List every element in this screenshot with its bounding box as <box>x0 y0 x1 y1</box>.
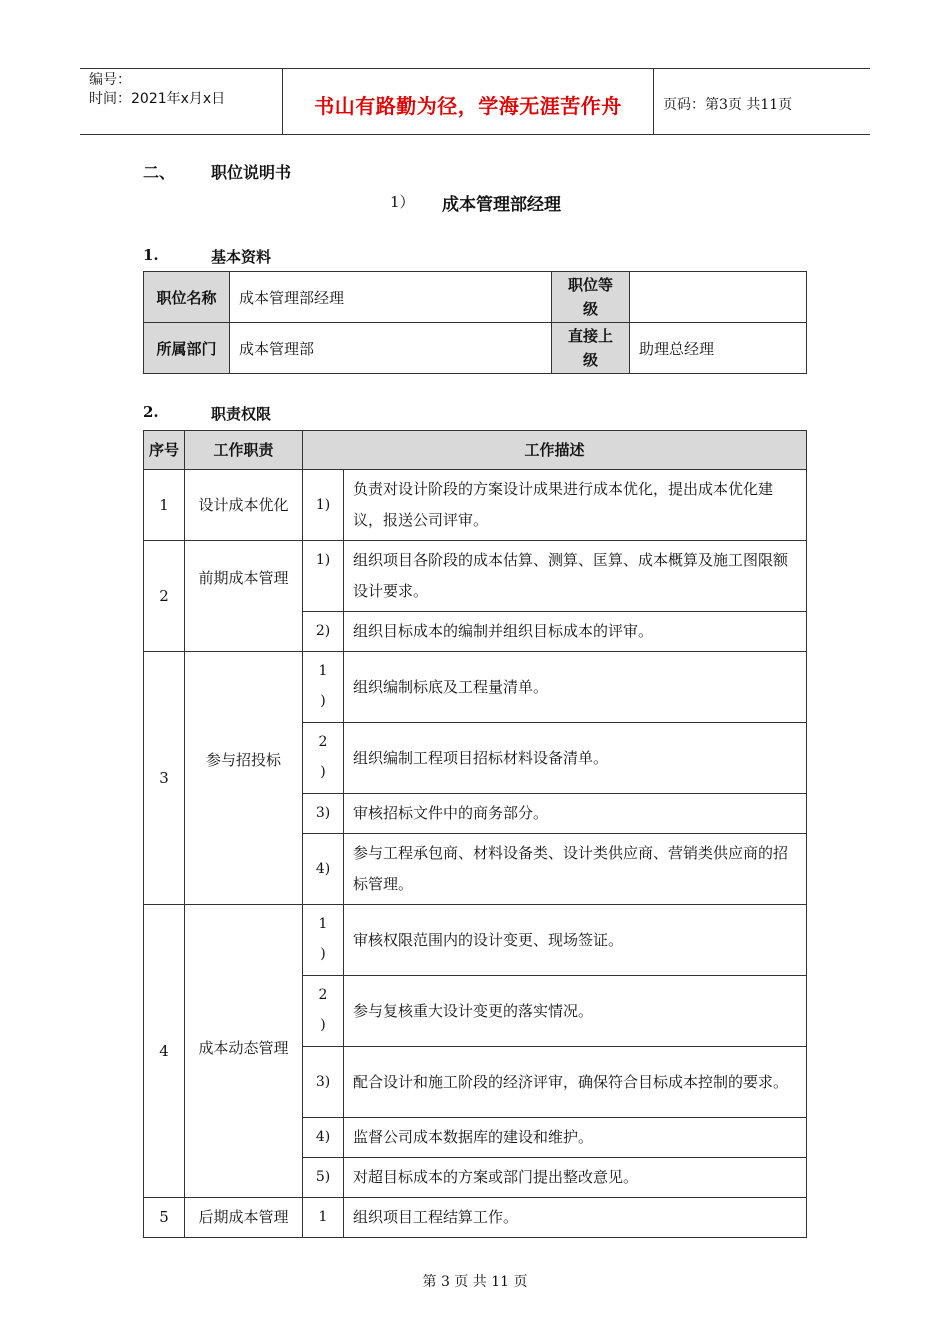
header-meta <box>80 69 282 134</box>
item-index: 3) <box>303 1047 344 1118</box>
page-header <box>80 68 870 135</box>
grade-label-line-1: 职位等 <box>567 276 613 294</box>
basic-info-table <box>143 271 807 374</box>
part2-title: 职责权限 <box>211 405 272 423</box>
superior-value: 助理总经理 <box>630 323 807 374</box>
table-row <box>144 470 807 541</box>
item-index <box>303 723 344 794</box>
item-desc: 审核招标文件中的商务部分。 <box>344 794 807 834</box>
subsection-number: 1） <box>390 193 415 211</box>
item-desc: 审核权限范围内的设计变更、现场签证。 <box>344 905 807 976</box>
subsection-title: 成本管理部经理 <box>442 195 561 215</box>
table-row <box>144 652 807 723</box>
item-desc: 监督公司成本数据库的建设和维护。 <box>344 1118 807 1158</box>
row-no: 3 <box>144 652 185 905</box>
row-duty: 后期成本管理 <box>185 1198 303 1238</box>
item-index-paren: ) <box>320 1017 326 1033</box>
header-desc: 工作描述 <box>303 431 807 470</box>
header-motto: 书山有路勤为径，学海无涯苦作舟 <box>282 69 654 134</box>
item-index-digit: 2 <box>318 734 328 750</box>
superior-label-line-2: 级 <box>582 351 598 369</box>
table-row <box>144 1198 807 1238</box>
superior-label-line-1: 直接上 <box>567 327 613 345</box>
part1-title: 基本资料 <box>211 248 272 266</box>
grade-label-line-2: 级 <box>582 300 598 318</box>
superior-label <box>552 323 630 374</box>
item-index: 1 <box>303 1198 344 1238</box>
header-time: 时间：2021年x月x日 <box>89 91 226 107</box>
row-no: 4 <box>144 905 185 1198</box>
item-desc: 组织目标成本的编制并组织目标成本的评审。 <box>344 612 807 652</box>
item-index: 1) <box>303 470 344 541</box>
part1-number: 1. <box>143 246 159 264</box>
item-index: 4) <box>303 834 344 905</box>
row-no: 2 <box>144 541 185 652</box>
item-index <box>303 976 344 1047</box>
item-index-digit: 2 <box>318 987 328 1003</box>
item-desc: 对超目标成本的方案或部门提出整改意见。 <box>344 1158 807 1198</box>
row-duty: 成本动态管理 <box>185 905 303 1198</box>
item-desc: 配合设计和施工阶段的经济评审，确保符合目标成本控制的要求。 <box>344 1047 807 1118</box>
table-row <box>144 905 807 976</box>
item-index: 1) <box>303 541 344 612</box>
item-index-digit: 1 <box>318 916 328 932</box>
section-number: 二、 <box>143 163 176 182</box>
item-index-paren: ) <box>320 764 326 780</box>
header-no: 序号 <box>144 431 185 470</box>
table-row <box>144 541 807 612</box>
item-index: 2) <box>303 612 344 652</box>
row-no: 5 <box>144 1198 185 1238</box>
department-value: 成本管理部 <box>230 323 552 374</box>
page-footer: 第 3 页 共 11 页 <box>422 1274 528 1290</box>
item-index-digit: 1 <box>318 663 328 679</box>
item-index-paren: ) <box>320 693 326 709</box>
item-index: 3) <box>303 794 344 834</box>
item-index <box>303 905 344 976</box>
position-grade-label <box>552 272 630 323</box>
position-name-label: 职位名称 <box>144 272 230 323</box>
duty-table <box>143 430 807 1238</box>
item-index-paren: ) <box>320 946 326 962</box>
item-index <box>303 652 344 723</box>
position-name-value: 成本管理部经理 <box>230 272 552 323</box>
item-desc: 参与复核重大设计变更的落实情况。 <box>344 976 807 1047</box>
row-duty: 参与招投标 <box>185 652 303 905</box>
item-desc: 组织编制标底及工程量清单。 <box>344 652 807 723</box>
item-desc: 组织项目各阶段的成本估算、测算、匡算、成本概算及施工图限额设计要求。 <box>344 541 807 612</box>
department-label: 所属部门 <box>144 323 230 374</box>
header-duty: 工作职责 <box>185 431 303 470</box>
header-number: 编号： <box>89 72 131 88</box>
row-duty: 前期成本管理 <box>185 541 303 652</box>
item-index: 5) <box>303 1158 344 1198</box>
header-page-info: 页码：第3页 共11页 <box>663 96 793 113</box>
row-no: 1 <box>144 470 185 541</box>
row-duty: 设计成本优化 <box>185 470 303 541</box>
item-desc: 组织项目工程结算工作。 <box>344 1198 807 1238</box>
part2-number: 2. <box>143 403 159 421</box>
item-desc: 组织编制工程项目招标材料设备清单。 <box>344 723 807 794</box>
item-desc: 参与工程承包商、材料设备类、设计类供应商、营销类供应商的招标管理。 <box>344 834 807 905</box>
item-index: 4) <box>303 1118 344 1158</box>
position-grade-value <box>630 272 807 323</box>
item-desc: 负责对设计阶段的方案设计成果进行成本优化，提出成本优化建议，报送公司评审。 <box>344 470 807 541</box>
section-title: 职位说明书 <box>211 163 292 182</box>
